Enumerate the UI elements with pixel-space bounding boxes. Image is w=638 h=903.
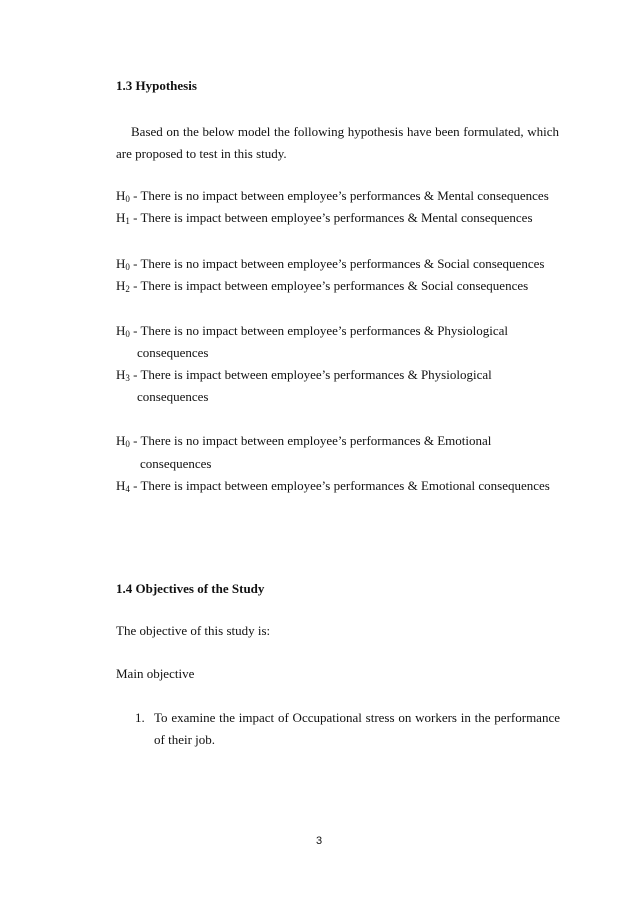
section-heading-hypothesis: 1.3 Hypothesis — [116, 78, 197, 93]
hypothesis-alt-mental: $H_1$ - There is impact between employee’s performances & Mental consequences — [116, 210, 533, 226]
hypothesis-null-mental: $H_0$ - There is no impact between employee’s performances & Mental consequences — [116, 188, 549, 204]
hypothesis-alt-physiological-cont: consequences — [137, 389, 209, 404]
objectives-intro: The objective of this study is: — [116, 623, 271, 638]
section-heading-objectives: 1.4 Objectives of the Study — [116, 581, 265, 596]
objective-number: 1. — [135, 710, 145, 725]
hypothesis-null-emotional: $H_0$ - There is no impact between employee’s performances & Emotional — [116, 433, 492, 449]
hypothesis-null-social: $H_0$ - There is no impact between employee’s performances & Social consequences — [116, 256, 545, 272]
hypothesis-alt-emotional: $H_4$ - There is impact between employee’s performances & Emotional consequences — [116, 478, 550, 494]
hypothesis-alt-social: $H_2$ - There is impact between employee’s performances & Social consequences — [116, 278, 529, 294]
hypothesis-null-physiological: $H_0$ - There is no impact between employee’s performances & Physiological — [116, 323, 508, 339]
page-number: 3 — [315, 835, 323, 847]
objective-line-1: To examine the impact of Occupational stress on workers in the performance — [154, 710, 560, 725]
objective-line-2: of their job. — [154, 732, 216, 747]
main-objective-label: Main objective — [116, 666, 195, 681]
hypothesis-null-physiological-cont: consequences — [137, 345, 209, 360]
hypothesis-intro-line-1: Based on the below model the following hypothesis have been formulated, which — [131, 124, 559, 139]
hypothesis-alt-physiological: $H_3$ - There is impact between employee’s performances & Physiological — [116, 367, 492, 383]
hypothesis-intro-line-2: are proposed to test in this study. — [116, 146, 287, 161]
hypothesis-null-emotional-cont: consequences — [140, 456, 212, 471]
